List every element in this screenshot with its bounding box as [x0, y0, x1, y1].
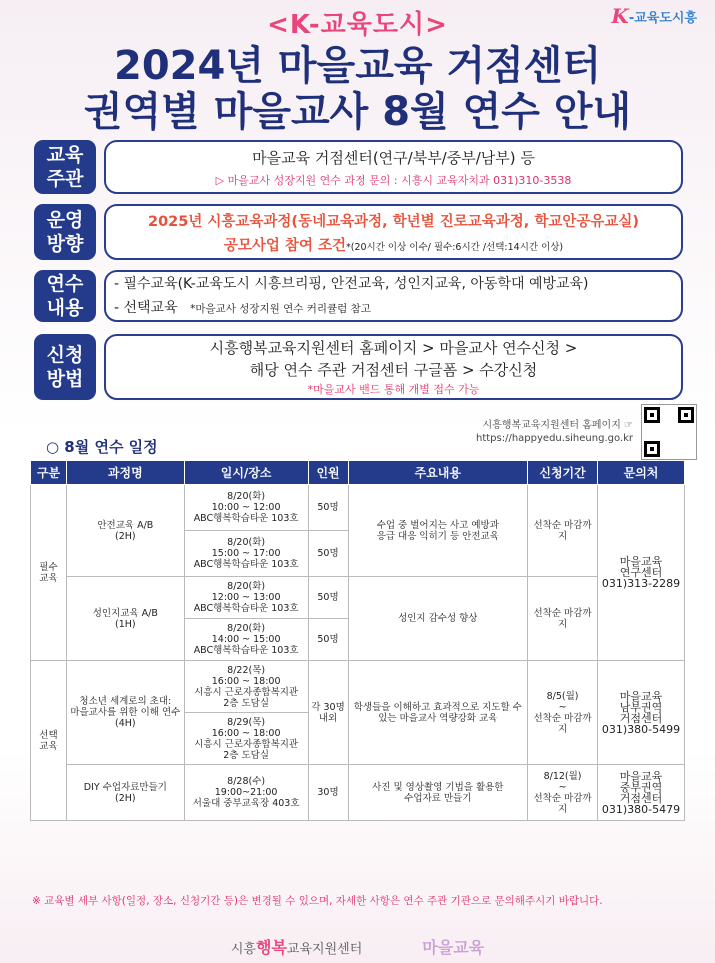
date-cell: 8/20(화) 12:00 ~ 13:00 ABC행복학습타운 103호 [184, 577, 308, 619]
table-header: 인원 [308, 461, 348, 485]
k-edu-logo [611, 4, 697, 28]
table-header: 구분 [31, 461, 67, 485]
label-line: 신청 [46, 344, 84, 366]
qr-code[interactable] [641, 404, 697, 460]
schedule-title: ○ 8월 연수 일정 [46, 438, 158, 456]
direction-line2 [114, 234, 673, 255]
content-cell: 수업 중 벌어지는 사고 예방과 응급 대응 익히기 등 안전교육 [348, 485, 528, 577]
section-label [34, 204, 96, 260]
content-item2 [114, 296, 673, 321]
table-header: 일시/장소 [184, 461, 308, 485]
count-cell: 50명 [308, 485, 348, 531]
schedule-table [30, 460, 685, 821]
date-cell: 8/22(목) 16:00 ~ 18:00 시흥시 근로자종합복지관 2층 도담실 [184, 661, 308, 713]
section-label [34, 270, 96, 322]
host-sub: ▷ 마을교사 성장지원 연수 과정 문의 : 시흥시 교육자치과 031)310-3538 [215, 173, 572, 187]
village-edu-logo: 마을교육 [422, 938, 485, 957]
count-cell: 50명 [308, 619, 348, 661]
section-content [34, 270, 683, 322]
section-host [34, 140, 683, 194]
count-cell: 50명 [308, 577, 348, 619]
content-item1: - 필수교육(K-교육도시 시흥브리핑, 안전교육, 성인지교육, 아동학대 예방교육) [114, 275, 589, 292]
qr-finder [644, 441, 660, 457]
apply-line1: 시흥행복교육지원센터 홈페이지 > 마을교사 연수신청 > [209, 339, 578, 357]
content-cell: 사진 및 영상촬영 기법을 활용한 수업자료 만들기 [348, 765, 528, 821]
table-header: 과정명 [66, 461, 184, 485]
org-pre: 시흥 [230, 942, 256, 957]
period-cell: 8/5(월) ~ 선착순 마감까지 [528, 661, 598, 765]
date-cell: 8/29(목) 16:00 ~ 18:00 시흥시 근로자종합복지관 2층 도담실 [184, 713, 308, 765]
section-apply [34, 334, 683, 400]
section-box [104, 334, 683, 400]
count-cell: 30명 [308, 765, 348, 821]
direction-line1: 2025년 시흥교육과정(동네교육과정, 학년별 진로교육과정, 학교안공유교실) [147, 213, 640, 230]
date-cell: 8/20(화) 15:00 ~ 17:00 ABC행복학습타운 103호 [184, 531, 308, 577]
content-item2-note: *마을교사 성장지원 연수 커리큘럼 참고 [190, 302, 371, 315]
section-box [104, 204, 683, 260]
label-line: 운영 [46, 209, 84, 231]
table-row [31, 661, 685, 713]
qr-finder [678, 407, 694, 423]
contact-cell: 마을교육 연구센터 031)313-2289 [598, 485, 685, 661]
contact-cell: 마을교육 중부권역 거점센터 031)380-5479 [598, 765, 685, 821]
label-line: 주관 [46, 168, 84, 190]
period-cell: 선착순 마감까지 [528, 577, 598, 661]
table-header: 주요내용 [348, 461, 528, 485]
course-cell: DIY 수업자료만들기 (2H) [66, 765, 184, 821]
qr-label: 시흥행복교육지원센터 홈페이지 ☞ [482, 420, 633, 431]
logo-k: K [611, 4, 629, 28]
qr-url[interactable]: https://happyedu.siheung.go.kr [476, 433, 633, 444]
period-cell: 8/12(월) ~ 선착순 마감까지 [528, 765, 598, 821]
count-cell: 50명 [308, 531, 348, 577]
count-cell: 각 30명 내외 [308, 661, 348, 765]
label-line: 방향 [46, 233, 84, 255]
table-header-row [31, 461, 685, 485]
content-cell: 성인지 감수성 향상 [348, 577, 528, 661]
logo-text: -교육도시흥 [628, 10, 697, 26]
section-direction [34, 204, 683, 260]
qr-finder [644, 407, 660, 423]
org-mid: 행복 [256, 938, 287, 957]
direction-line2-text: 공모사업 참여 조건 [223, 237, 347, 254]
label-line: 연수 [46, 273, 84, 295]
section-label [34, 334, 96, 400]
section-box [104, 270, 683, 322]
direction-note: *(20시간 이상 이수/ 필수:6시간 /선택:14시간 이상) [346, 241, 564, 253]
qr-area [476, 404, 697, 460]
title-line2: 권역별 마을교사 8월 연수 안내 [83, 89, 632, 135]
period-cell: 선착순 마감까지 [528, 485, 598, 577]
org-logo [231, 935, 362, 958]
date-cell: 8/28(수) 19:00~21:00 서울대 중부교육장 403호 [184, 765, 308, 821]
label-line: 교육 [46, 144, 84, 166]
section-box [104, 140, 683, 194]
content-item2-text: - 선택교육 [114, 299, 178, 316]
table-row [31, 577, 685, 619]
footer [0, 935, 715, 958]
table-row [31, 485, 685, 531]
date-cell: 8/20(화) 10:00 ~ 12:00 ABC행복학습타운 103호 [184, 485, 308, 531]
table-row [31, 765, 685, 821]
section-label [34, 140, 96, 194]
course-cell: 안전교육 A/B (2H) [66, 485, 184, 577]
category-cell: 필수 교육 [31, 485, 67, 661]
table-header: 신청기간 [528, 461, 598, 485]
course-cell: 청소년 세계로의 초대: 마을교사를 위한 이해 연수 (4H) [66, 661, 184, 765]
contact-cell: 마을교육 남부권역 거점센터 031)380-5499 [598, 661, 685, 765]
title-line1: 2024년 마을교육 거점센터 [114, 43, 601, 89]
top-tag: <K-교육도시> [267, 10, 448, 40]
footnote: ※ 교육별 세부 사항(일정, 장소, 신청기간 등)은 변경될 수 있으며, 자세한 사항은 연수 주관 기관으로 문의해주시기 바랍니다. [32, 895, 603, 907]
qr-text [476, 419, 633, 445]
host-main: 마을교육 거점센터(연구/북부/중부/남부) 등 [252, 148, 535, 167]
apply-note: *마을교사 밴드 통해 개별 접수 가능 [307, 383, 480, 396]
content-cell: 학생들을 이해하고 효과적으로 지도할 수 있는 마을교사 역량강화 교육 [348, 661, 528, 765]
category-cell: 선택 교육 [31, 661, 67, 821]
course-cell: 성인지교육 A/B (1H) [66, 577, 184, 661]
label-line: 내용 [46, 297, 84, 319]
table-header: 문의처 [598, 461, 685, 485]
label-line: 방법 [46, 368, 84, 390]
apply-line2: 해당 연수 주관 거점센터 구글폼 > 수강신청 [249, 361, 538, 379]
org-post: 교육지원센터 [286, 942, 363, 957]
date-cell: 8/20(화) 14:00 ~ 15:00 ABC행복학습타운 103호 [184, 619, 308, 661]
